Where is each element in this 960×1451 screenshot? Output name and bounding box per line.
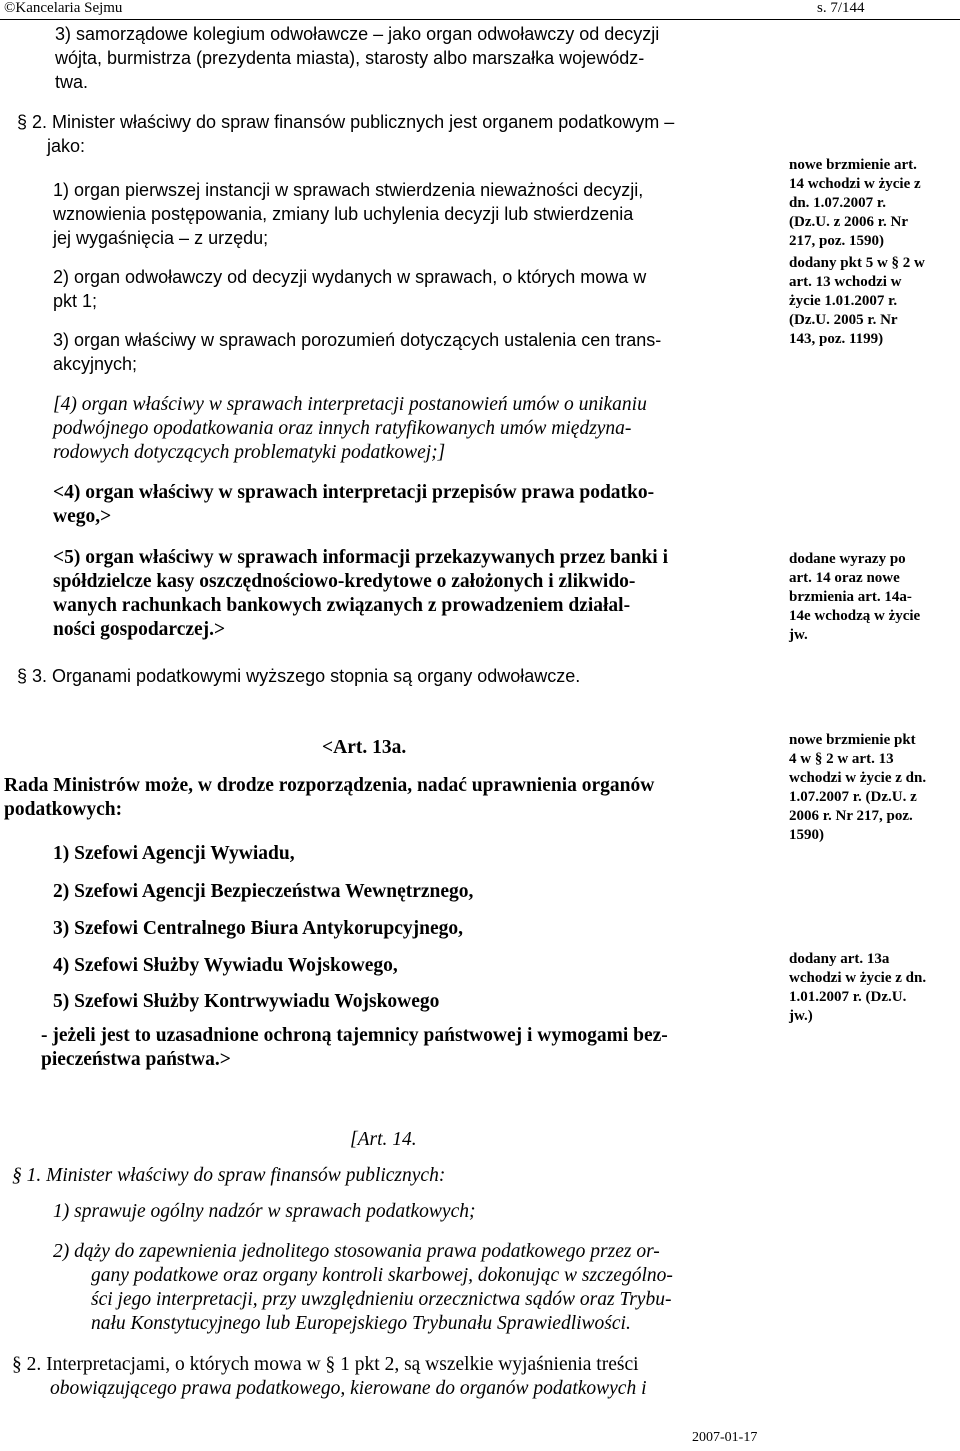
margin-note-1 [789, 156, 960, 251]
note-line: 4 w § 2 w art. 13 [789, 751, 894, 767]
article-14-title: [Art. 14. [350, 1129, 417, 1150]
note-line: 1.07.2007 r. (Dz.U. z [789, 789, 917, 805]
text-line: twa. [55, 72, 89, 92]
text-line: wego,> [53, 506, 112, 527]
text-line: spółdzielcze kasy oszczędnościowo-kredytowe o założonych i zlikwido- [53, 571, 636, 592]
text-line: akcyjnych; [53, 354, 138, 374]
new-item-5-bold [53, 546, 773, 642]
margin-note-4 [789, 731, 960, 845]
note-line: jw.) [789, 1008, 813, 1024]
note-line: 1.01.2007 r. (Dz.U. [789, 989, 907, 1005]
text-line: <5) organ właściwy w sprawach informacji przekazywanych przez banki i [53, 547, 669, 568]
text-line: pieczeństwa państwa.> [41, 1049, 231, 1070]
note-line: 1590) [789, 827, 824, 843]
text-line: [4) organ właściwy w sprawach interpretacji postanowień umów o unikaniu [53, 394, 647, 415]
note-line: dodany pkt 5 w § 2 w [789, 255, 925, 271]
note-line: 2006 r. Nr 217, poz. [789, 808, 913, 824]
text-line: pkt 1; [53, 291, 98, 311]
text-line: 1) organ pierwszej instancji w sprawach stwierdzenia nieważności decyzji, [53, 180, 644, 200]
list-item-1 [53, 178, 773, 250]
header-rule [0, 19, 960, 20]
old-item-4-italic [53, 393, 773, 465]
note-line: nowe brzmienie art. [789, 157, 917, 173]
header-page-number: s. 7/144 [817, 0, 865, 16]
text-line: Rada Ministrów może, w drodze rozporządzenia, nadać uprawnienia organów [4, 775, 655, 796]
note-line: dodany art. 13a [789, 951, 890, 967]
text-line: wanych rachunkach bankowych związanych z prowadzeniem działal- [53, 595, 631, 616]
article-13a-item-4: 4) Szefowi Służby Wywiadu Wojskowego, [53, 955, 398, 976]
note-line: dodane wyrazy po [789, 551, 906, 567]
text-line: obowiązującego prawa podatkowego, kierowane do organów podatkowych i [50, 1378, 647, 1399]
new-item-4-bold [53, 481, 773, 529]
note-line: życie 1.01.2007 r. [789, 293, 898, 309]
list-item-2 [53, 265, 773, 313]
article-13a-closing [41, 1024, 774, 1072]
note-line: nowe brzmienie pkt [789, 732, 916, 748]
list-item-3 [53, 328, 773, 376]
article-13a-item-3: 3) Szefowi Centralnego Biura Antykorupcyjnego, [53, 918, 464, 939]
text-line: jako: [47, 136, 86, 156]
paragraph-2-minister [17, 110, 777, 158]
paragraph-3: § 3. Organami podatkowymi wyższego stopnia są organy odwoławcze. [17, 666, 581, 686]
text-line: ności gospodarczej.> [53, 619, 226, 640]
text-line: 2) organ odwoławczy od decyzji wydanych w sprawach, o których mowa w [53, 267, 647, 287]
article-14-item-1: 1) sprawuje ogólny nadzór w sprawach podatkowych; [53, 1201, 476, 1222]
text-line: 2) dąży do zapewnienia jednolitego stosowania prawa podatkowego przez or- [53, 1241, 660, 1262]
text-line: § 2. Interpretacjami, o których mowa w § 1 pkt 2, są wszelkie wyjaśnienia treści [12, 1354, 639, 1375]
note-line: 14 wchodzi w życie z [789, 176, 921, 192]
note-line: (Dz.U. 2005 r. Nr [789, 312, 898, 328]
text-line: 3) organ właściwy w sprawach porozumień dotyczących ustalenia cen trans- [53, 330, 662, 350]
footer-date: 2007-01-17 [692, 1430, 758, 1445]
note-line: brzmienia art. 14a- [789, 589, 912, 605]
note-line: jw. [789, 627, 808, 643]
article-13a-title: <Art. 13a. [322, 737, 407, 758]
text-line: wójta, burmistrza (prezydenta miasta), starosty albo marszałka wojewódz- [55, 48, 645, 68]
article-14-item-2 [53, 1240, 773, 1336]
text-line: § 2. Minister właściwy do spraw finansów publicznych jest organem podatkowym – [17, 112, 675, 132]
text-line: gany podatkowe oraz organy kontroli skarbowej, dokonując w szczególno- [91, 1265, 673, 1286]
text-line: ści jego interpretacji, przy uwzględnieniu orzecznictwa sądów oraz Trybu- [91, 1289, 672, 1310]
article-14-paragraph-2 [12, 1353, 775, 1401]
text-line: jej wygaśnięcia – z urzędu; [53, 228, 269, 248]
text-line: wznowienia postępowania, zmiany lub uchylenia decyzji lub stwierdzenia [53, 204, 634, 224]
note-line: wchodzi w życie z dn. [789, 770, 927, 786]
article-13a-item-5: 5) Szefowi Służby Kontrwywiadu Wojskowego [53, 991, 440, 1012]
note-line: dn. 1.07.2007 r. [789, 195, 886, 211]
text-line: nału Konstytucyjnego lub Europejskiego Trybunału Sprawiedliwości. [91, 1313, 631, 1334]
text-line: podwójnego opodatkowania oraz innych ratyfikowanych umów międzyna- [53, 418, 632, 439]
text-line: rodowych dotyczących problematyki podatkowej;] [53, 442, 446, 463]
note-line: 217, poz. 1590) [789, 233, 884, 249]
text-line: 3) samorządowe kolegium odwoławcze – jako organ odwoławczy od decyzji [55, 24, 660, 44]
article-13a-item-1: 1) Szefowi Agencji Wywiadu, [53, 843, 295, 864]
note-line: art. 14 oraz nowe [789, 570, 900, 586]
note-line: 143, poz. 1199) [789, 331, 884, 347]
header-left: ©Kancelaria Sejmu [4, 0, 123, 16]
item-3-samorzadowe [55, 22, 775, 94]
note-line: (Dz.U. z 2006 r. Nr [789, 214, 908, 230]
note-line: 14e wchodzą w życie [789, 608, 921, 624]
note-line: art. 13 wchodzi w [789, 274, 902, 290]
text-line: <4) organ właściwy w sprawach interpretacji przepisów prawa podatko- [53, 482, 655, 503]
article-13a-intro [4, 774, 775, 822]
margin-note-3 [789, 550, 960, 645]
article-13a-item-2: 2) Szefowi Agencji Bezpieczeństwa Wewnętrznego, [53, 881, 474, 902]
margin-note-2 [789, 254, 960, 349]
text-line: podatkowych: [4, 799, 123, 820]
margin-note-5 [789, 950, 960, 1026]
text-line: - jeżeli jest to uzasadnione ochroną tajemnicy państwowej i wymogami bez- [41, 1025, 668, 1046]
article-14-paragraph-1: § 1. Minister właściwy do spraw finansów publicznych: [12, 1165, 446, 1186]
note-line: wchodzi w życie z dn. [789, 970, 927, 986]
